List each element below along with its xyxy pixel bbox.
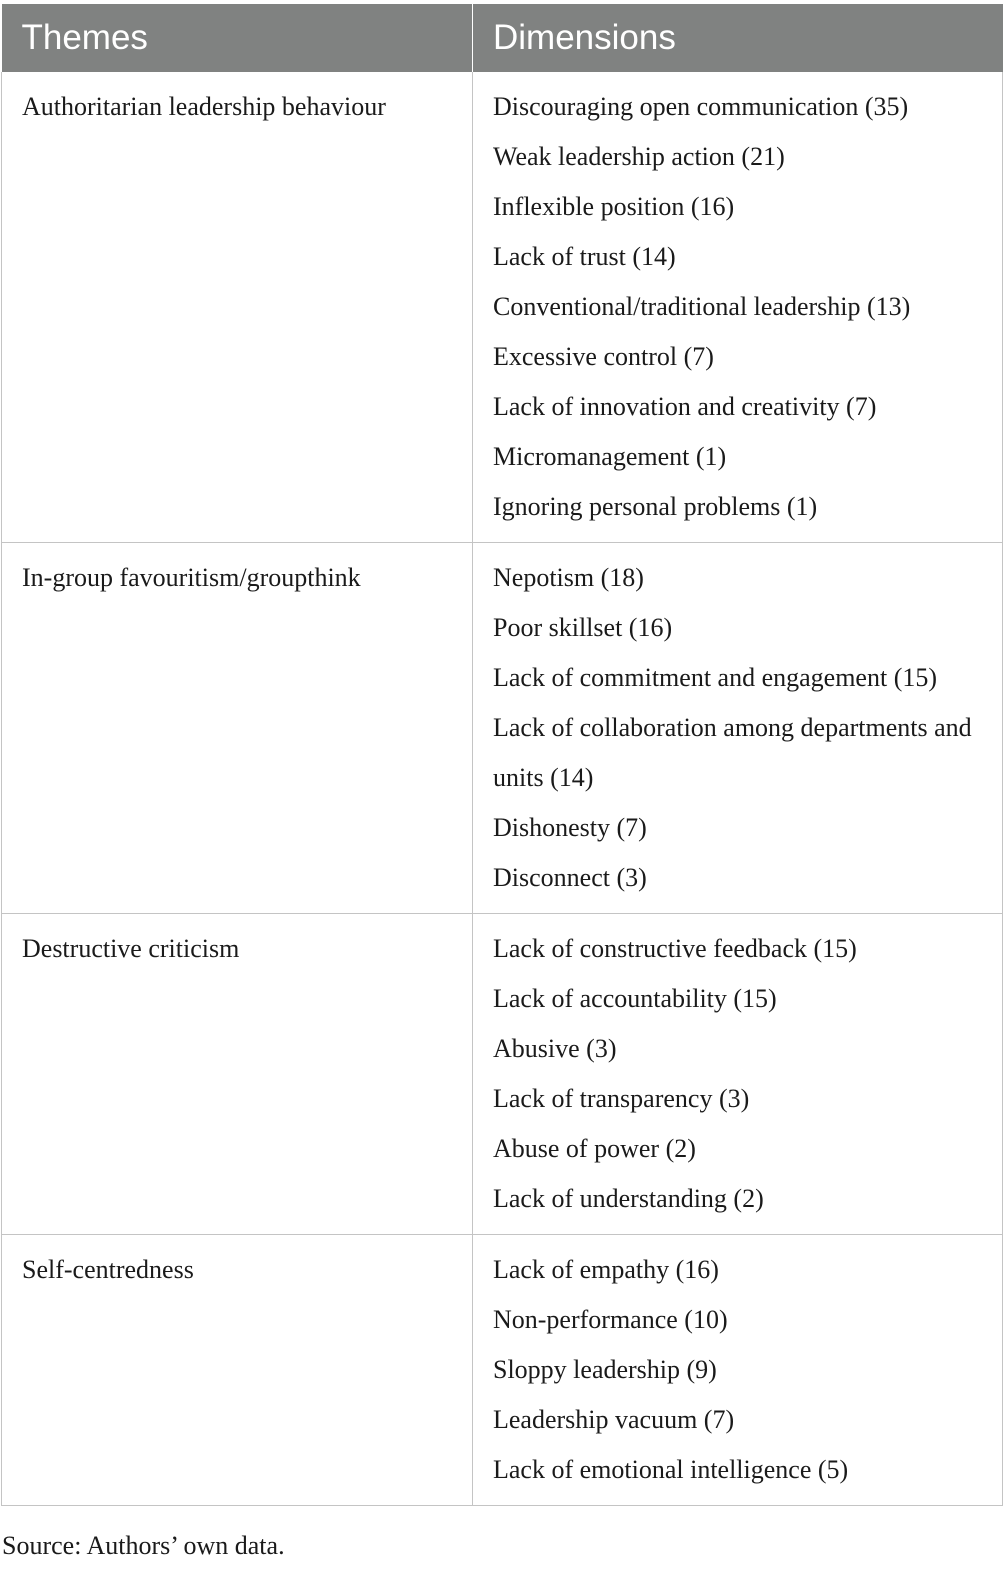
dimension-item: Lack of emotional intelligence (5) bbox=[493, 1455, 849, 1484]
table-row bbox=[2, 1235, 1003, 1506]
dimension-item: Conventional/traditional leadership (13) bbox=[493, 292, 911, 321]
dimension-item: Poor skillset (16) bbox=[493, 613, 673, 642]
source-note: Source: Authors’ own data. bbox=[2, 1531, 285, 1560]
dimensions-cell bbox=[473, 72, 1003, 543]
theme-cell: Destructive criticism bbox=[2, 914, 473, 1235]
themes-dimensions-table bbox=[1, 4, 1003, 1506]
dimension-item: Sloppy leadership (9) bbox=[493, 1355, 717, 1384]
dimensions-cell bbox=[473, 543, 1003, 914]
dimension-item: Excessive control (7) bbox=[493, 342, 714, 371]
dimension-item: Non-performance (10) bbox=[493, 1305, 728, 1334]
theme-cell: Authoritarian leadership behaviour bbox=[2, 72, 473, 543]
dimension-item: Lack of accountability (15) bbox=[493, 984, 777, 1013]
dimension-item: Lack of transparency (3) bbox=[493, 1084, 750, 1113]
theme-cell: In-group favouritism/groupthink bbox=[2, 543, 473, 914]
dimension-item: Lack of constructive feedback (15) bbox=[493, 934, 857, 963]
header-themes: Themes bbox=[2, 4, 473, 72]
dimension-item: Ignoring personal problems (1) bbox=[493, 492, 818, 521]
dimension-item: Abusive (3) bbox=[493, 1034, 617, 1063]
dimension-item: Lack of collaboration among departments and units (14) bbox=[493, 713, 972, 792]
dimension-item: Discouraging open communication (35) bbox=[493, 92, 909, 121]
dimension-item: Inflexible position (16) bbox=[493, 192, 735, 221]
dimensions-cell bbox=[473, 914, 1003, 1235]
dimension-item: Leadership vacuum (7) bbox=[493, 1405, 735, 1434]
dimension-item: Micromanagement (1) bbox=[493, 442, 727, 471]
dimensions-cell bbox=[473, 1235, 1003, 1506]
dimension-item: Lack of understanding (2) bbox=[493, 1184, 764, 1213]
dimension-item: Lack of empathy (16) bbox=[493, 1255, 719, 1284]
dimension-item: Abuse of power (2) bbox=[493, 1134, 696, 1163]
table-row bbox=[2, 72, 1003, 543]
dimension-item: Dishonesty (7) bbox=[493, 813, 647, 842]
table-header-row bbox=[2, 4, 1003, 72]
dimension-item: Nepotism (18) bbox=[493, 563, 644, 592]
dimension-item: Disconnect (3) bbox=[493, 863, 647, 892]
dimension-item: Lack of trust (14) bbox=[493, 242, 676, 271]
dimension-item: Weak leadership action (21) bbox=[493, 142, 785, 171]
dimension-item: Lack of commitment and engagement (15) bbox=[493, 663, 938, 692]
header-dimensions: Dimensions bbox=[473, 4, 1003, 72]
table-row bbox=[2, 543, 1003, 914]
dimension-item: Lack of innovation and creativity (7) bbox=[493, 392, 877, 421]
theme-cell: Self-centredness bbox=[2, 1235, 473, 1506]
table-row bbox=[2, 914, 1003, 1235]
